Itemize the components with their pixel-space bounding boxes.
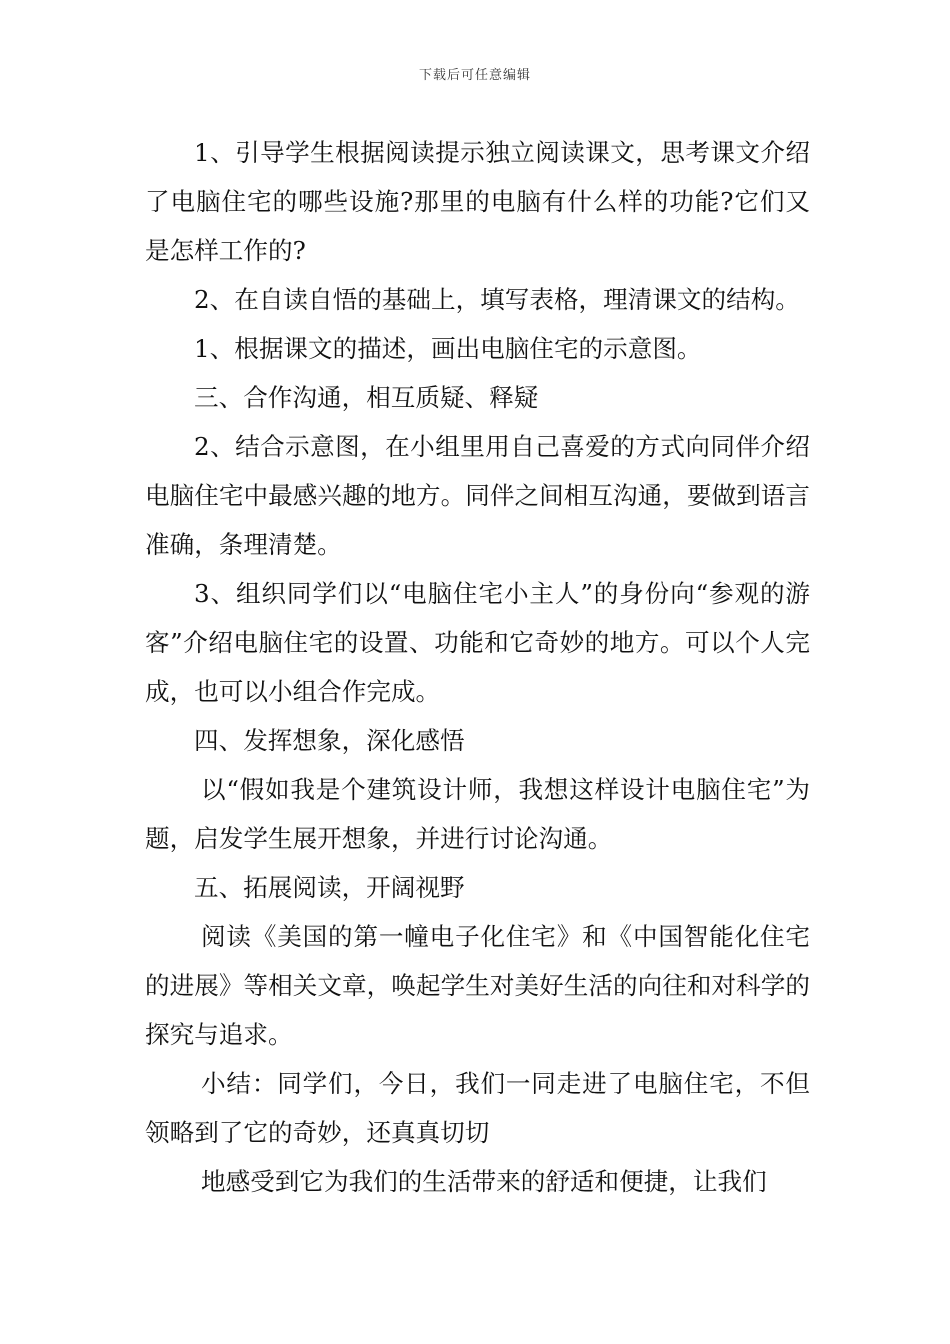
paragraph-summary-continued: 地感受到它为我们的生活带来的舒适和便捷，让我们: [201, 1167, 767, 1196]
paragraph-host-role: 3、组织同学们以“电脑住宅小主人”的身份向“参观的游客”介绍电脑住宅的设置、功能和它奇妙的地方。可以个人完成，也可以小组合作完成。: [145, 579, 810, 706]
paragraph-architect: 以“假如我是个建筑设计师，我想这样设计电脑住宅”为题，启发学生展开想象，并进行讨论沟通。: [145, 775, 810, 853]
paragraph-fill-table: 2、在自读自悟的基础上，填写表格，理清课文的结构。: [194, 285, 800, 314]
paragraph-draw-diagram: 1、根据课文的描述，画出电脑住宅的示意图。: [194, 334, 702, 363]
paragraph-reading-guide: 1、引导学生根据阅读提示独立阅读课文，思考课文介绍了电脑住宅的哪些设施?那里的电脑有什么样的功能?它们又是怎样工作的?: [145, 138, 810, 265]
header-note: 下载后可任意编辑: [418, 68, 531, 83]
section-heading-cooperation: 三、合作沟通，相互质疑、释疑: [194, 383, 539, 412]
paragraph-group-introduce: 2、结合示意图，在小组里用自己喜爱的方式向同伴介绍电脑住宅中最感兴趣的地方。同伴之间相互沟通，要做到语言准确，条理清楚。: [145, 432, 810, 559]
section-heading-extended-reading: 五、拓展阅读，开阔视野: [194, 873, 465, 902]
paragraph-related-articles: 阅读《美国的第一幢电子化住宅》和《中国智能化住宅的进展》等相关文章，唤起学生对美好生活的向往和对科学的探究与追求。: [145, 922, 810, 1049]
document-body: [145, 128, 810, 1206]
paragraph-summary: 小结：同学们，今日，我们一同走进了电脑住宅，不但领略到了它的奇妙，还真真切切: [145, 1069, 810, 1147]
section-heading-imagination: 四、发挥想象，深化感悟: [194, 726, 465, 755]
